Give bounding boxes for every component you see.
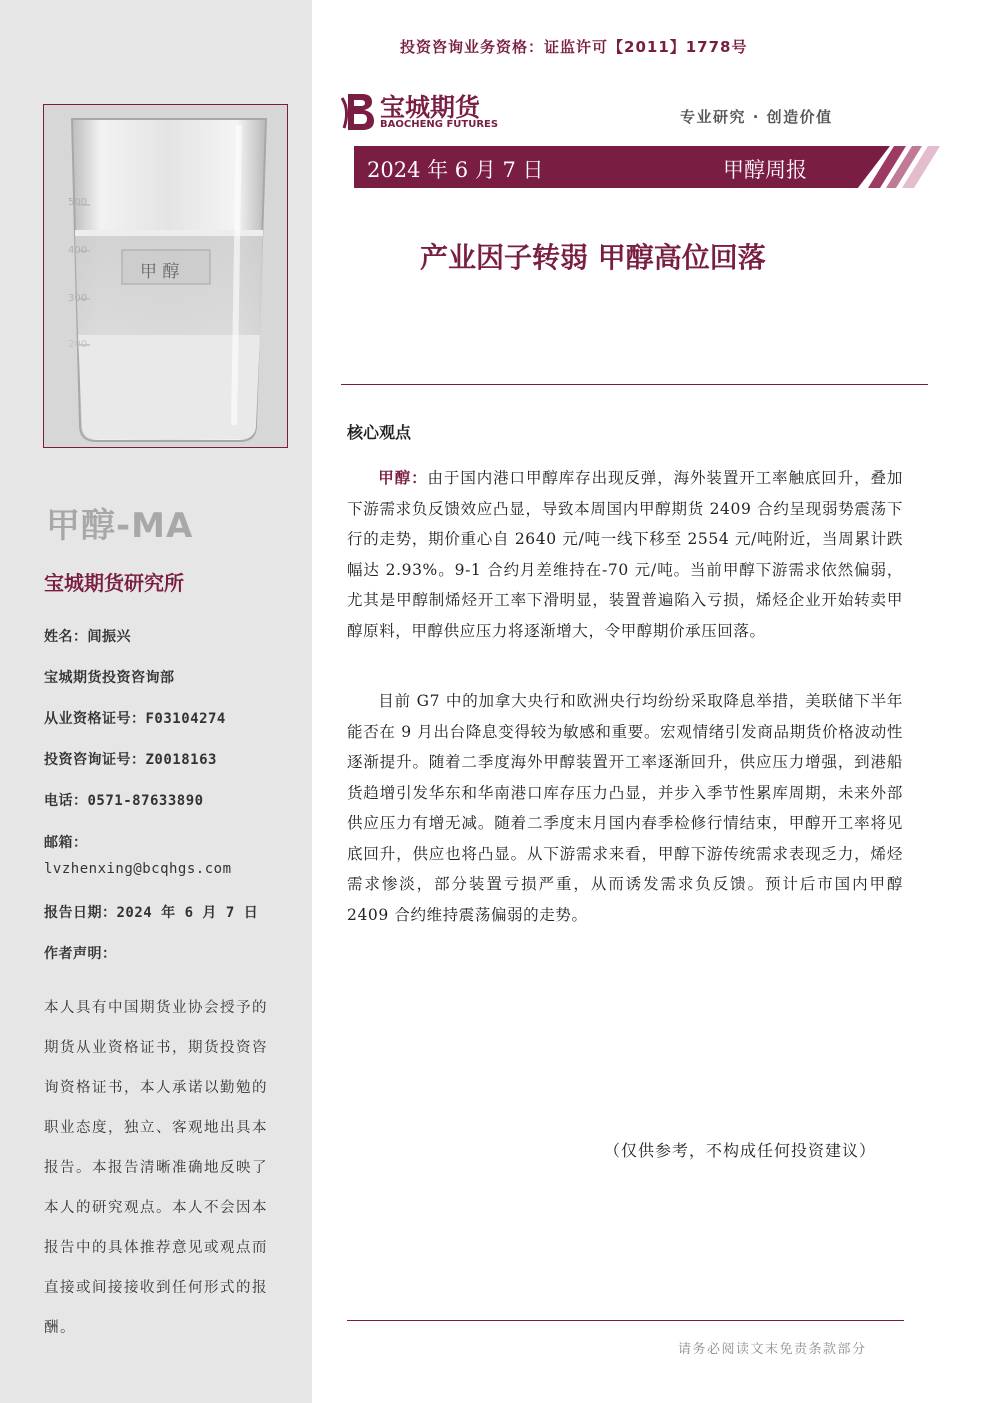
footer-divider — [347, 1320, 904, 1321]
paragraph-lead: 甲醇： — [378, 468, 428, 487]
report-type: 甲醇周报 — [723, 158, 807, 182]
paragraph-1 — [347, 463, 903, 646]
department: 宝城期货投资咨询部 — [44, 670, 175, 686]
product-photo — [43, 104, 288, 448]
logo-mark-icon — [340, 90, 376, 134]
paragraph-2-text: 目前 G7 中的加拿大央行和欧洲央行均纷纷采取降息举措，美联储下半年能否在 9 月出台降息变得较为敏感和重要。宏观情绪引发商品期货价格波动性逐渐提升。随着二季度海外甲醇装置开工率逐渐回升，供应压力增强，到港船货趋增引发华东和华南港口库存压力凸显，并步入季节性累库周期，未来外部供应压力有增无减。随着二季度末月国内春季检修行情结束，甲醇开工率将见底回升，供应也将凸显。从下游需求来看，甲醇下游传统需求表现乏力，烯烃需求惨淡，部分装置亏损严重，从而诱发需求负反馈。预计后市国内甲醇 2409 合约维持震荡偏弱的走势。 — [347, 692, 903, 924]
scale-mark: 200 — [68, 339, 88, 350]
company-logo — [340, 88, 515, 138]
banner-date: 2024 年 6 月 7 日 — [367, 158, 544, 182]
footer-note: 请务必阅读文末免责条款部分 — [678, 1342, 867, 1357]
section-heading: 核心观点 — [347, 423, 412, 442]
slogan: 专业研究 · 创造价值 — [680, 108, 833, 126]
disclaimer: （仅供参考，不构成任何投资建议） — [604, 1141, 877, 1160]
author-declaration: 本人具有中国期货业协会授予的期货从业资格证书，期货投资咨询资格证书，本人承诺以勤勉的职业态度，独立、客观地出具本报告。本报告清晰准确地反映了本人的研究观点。本人不会因本报告中的具体推荐意见或观点而直接或间接接收到任何形式的报酬。 — [44, 1000, 268, 1336]
banner-stripes-icon — [854, 146, 944, 188]
scale-mark: 400 — [68, 245, 88, 256]
report-date: 报告日期：2024 年 6 月 7 日 — [44, 905, 259, 921]
divider — [341, 384, 928, 385]
logo-chinese: 宝城期货 — [380, 93, 481, 122]
analyst-name: 姓名：闾振兴 — [44, 629, 131, 645]
paragraph-1-text: 由于国内港口甲醇库存出现反弹，海外装置开工率触底回升，叠加下游需求负反馈效应凸显，导致本周国内甲醇期货 2409 合约呈现弱势震荡下行的走势，期价重心自 2640 元/吨一线下移至 2554 元/吨附近，当周累计跌幅达 2.93%。9-1 合约月差维持在-70 元/吨。当前甲醇下游需求依然偏弱，尤其是甲醇制烯烃开工率下滑明显，装置普遍陷入亏损，烯烃企业开始转卖甲醇原料，甲醇供应压力将逐渐增大，令甲醇期价承压回落。 — [347, 469, 903, 640]
scale-mark: 300 — [68, 293, 88, 304]
sidebar — [0, 0, 312, 1403]
email-link[interactable]: lvzhenxing@bcqhgs.com — [44, 861, 232, 877]
scale-mark: 500 — [68, 197, 88, 208]
qualification-number: 从业资格证号：F03104274 — [44, 711, 226, 727]
consulting-number: 投资咨询证号：Z0018163 — [44, 752, 217, 768]
email-label: 邮箱： — [44, 835, 88, 851]
paragraph-2 — [347, 686, 903, 930]
report-title: 产业因子转弱 甲醇高位回落 — [420, 241, 766, 274]
license-line: 投资咨询业务资格：证监许可【2011】1778号 — [400, 38, 748, 56]
institute-name: 宝城期货研究所 — [44, 571, 184, 595]
logo-english: BAOCHENG FUTURES — [380, 119, 499, 130]
product-code: 甲醇-MA — [46, 506, 194, 546]
phone: 电话：0571-87633890 — [44, 793, 204, 809]
photo-label: 甲 醇 — [140, 262, 180, 282]
author-statement-label: 作者声明： — [44, 946, 117, 962]
